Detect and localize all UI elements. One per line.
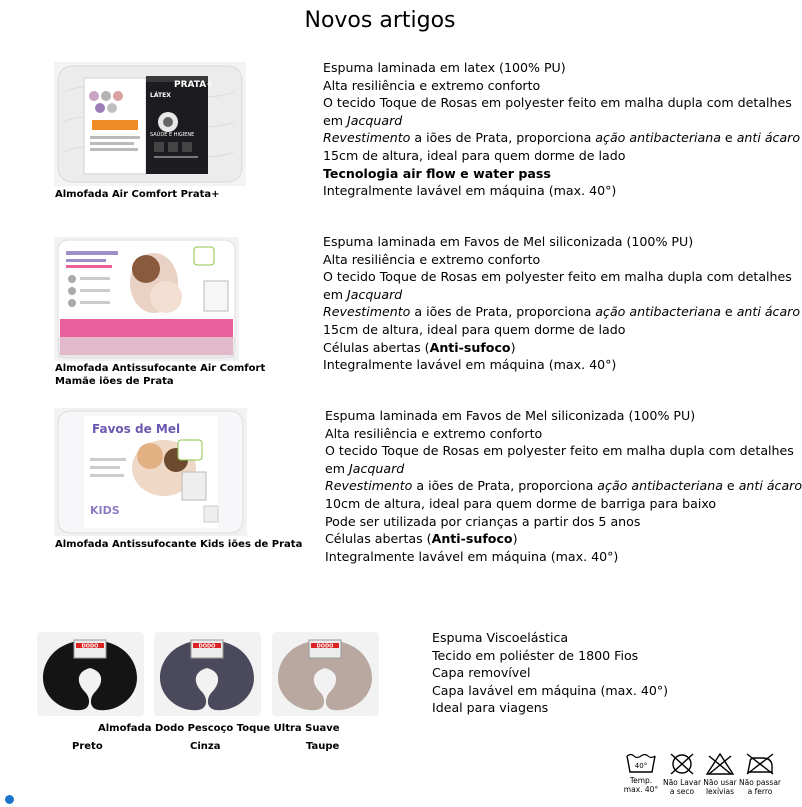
description-line (432, 699, 668, 717)
product-caption: Almofada Air Comfort Prata+ (55, 189, 220, 200)
description-text: Integralmente lavável em máquina (max. 40°) (323, 183, 617, 199)
description-line (323, 286, 800, 304)
description-line (325, 548, 802, 566)
description-text: anti ácaro (736, 130, 801, 146)
care-item: Não usar lexívias (702, 752, 738, 796)
description-text: Jacquard (347, 286, 403, 302)
product-description (323, 233, 800, 374)
description-line (323, 339, 800, 357)
description-text: Jacquard (349, 460, 405, 476)
image-latex-text: LÁTEX (150, 92, 171, 99)
wash-40-icon (625, 752, 657, 774)
description-line (325, 407, 802, 425)
product-image-kids (54, 408, 247, 536)
description-text: a iões de Prata, proporciona (412, 478, 598, 494)
neck-pillow-image (154, 632, 261, 716)
description-line (323, 94, 800, 112)
description-text: Alta resiliência e extremo conforto (325, 425, 543, 441)
description-text: a iões de Prata, proporciona (410, 304, 596, 320)
description-text: e (720, 130, 737, 146)
description-text: e (722, 478, 739, 494)
care-item: Não Lavar a seco (662, 752, 702, 796)
description-text: a iões de Prata, proporciona (410, 130, 596, 146)
svg-text:40°: 40° (634, 762, 648, 770)
neck-pillow-description (432, 629, 668, 717)
description-text: Revestimento (323, 304, 411, 320)
description-text: ação antibacteriana (595, 304, 721, 320)
description-text: Ideal para viagens (432, 700, 549, 716)
description-line (325, 460, 802, 478)
product-image-mamae (54, 237, 239, 361)
description-line (323, 182, 800, 200)
description-text: Pode ser utilizada por crianças a partir dos 5 anos (325, 513, 641, 529)
description-text: 10cm de altura, ideal para quem dorme de barriga para baixo (325, 495, 717, 511)
no-iron-icon (744, 752, 776, 776)
no-dry-clean-icon (668, 752, 696, 776)
description-text: Integralmente lavável em máquina (max. 40°) (323, 357, 617, 373)
description-line (325, 442, 802, 460)
description-line (323, 147, 800, 165)
description-text: Tecnologia air flow e water pass (323, 165, 551, 181)
description-line (323, 233, 800, 251)
description-text: O tecido Toque de Rosas em polyester feito em malha dupla com detalhes (325, 443, 794, 459)
bullet-dot (5, 795, 14, 804)
care-item: 40° Temp. max. 40° (620, 752, 662, 794)
description-text: Anti-sufoco (431, 531, 513, 547)
description-text: Espuma Viscoelástica (432, 630, 569, 645)
image-kids-text: KIDS (90, 504, 120, 517)
description-text: Células abertas ( (325, 531, 432, 547)
description-line (323, 129, 800, 147)
description-line (325, 477, 802, 495)
description-line (325, 513, 802, 531)
variant-label: Taupe (306, 741, 340, 752)
description-text: Capa removível (432, 665, 531, 681)
product-image-air-comfort (54, 62, 246, 186)
svg-text:DODO: DODO (81, 643, 99, 650)
image-favos-text: Favos de Mel (92, 422, 181, 436)
description-text: anti ácaro (738, 478, 802, 494)
image-brand-text: PRATA+ (174, 80, 214, 90)
description-text: Jacquard (347, 112, 403, 128)
description-text: Revestimento (323, 130, 411, 146)
description-text: ) (512, 531, 518, 547)
description-line (323, 59, 800, 77)
description-text: Anti-sufoco (429, 339, 511, 355)
svg-text:DODO: DODO (316, 643, 334, 650)
description-text: Revestimento (325, 478, 413, 494)
description-line (323, 356, 800, 374)
description-text: ) (510, 339, 516, 355)
variant-label: Preto (72, 741, 103, 752)
description-text: Capa lavável em máquina (max. 40°) (432, 682, 669, 698)
description-text: Espuma laminada em latex (100% PU) (323, 60, 566, 75)
product-caption: Almofada Antissufocante Air Comfort Mamãe iões de Prata (55, 363, 266, 387)
svg-text:DODO: DODO (198, 643, 216, 650)
neck-pillow-caption: Almofada Dodo Pescoço Toque Ultra Suave (98, 723, 340, 734)
page-title: Novos artigos (304, 8, 456, 33)
description-text: anti ácaro (736, 304, 801, 320)
description-text: Tecido em poliéster de 1800 Fios (432, 647, 639, 663)
description-line (325, 495, 802, 513)
description-line (325, 425, 802, 443)
description-line (323, 112, 800, 130)
description-text: ação antibacteriana (595, 130, 721, 146)
description-text: 15cm de altura, ideal para quem dorme de lado (323, 321, 626, 337)
description-text: O tecido Toque de Rosas em polyester feito em malha dupla com detalhes (323, 95, 792, 111)
no-bleach-icon (705, 752, 735, 776)
description-text: em (325, 460, 350, 476)
description-line (432, 682, 668, 700)
product-description (323, 59, 800, 200)
description-text: Espuma laminada em Favos de Mel siliconizada (100% PU) (325, 408, 696, 423)
description-text: Alta resiliência e extremo conforto (323, 77, 541, 93)
description-text: e (720, 304, 737, 320)
description-line (432, 629, 668, 647)
description-line (432, 664, 668, 682)
description-line (323, 303, 800, 321)
description-text: Células abertas ( (323, 339, 430, 355)
product-caption: Almofada Antissufocante Kids iões de Prata (55, 539, 303, 550)
neck-pillow-image (37, 632, 144, 716)
description-text: em (323, 286, 348, 302)
description-line (432, 647, 668, 665)
description-text: 15cm de altura, ideal para quem dorme de lado (323, 147, 626, 163)
description-line (323, 77, 800, 95)
description-text: Espuma laminada em Favos de Mel siliconizada (100% PU) (323, 234, 694, 249)
description-text: Integralmente lavável em máquina (max. 40°) (325, 548, 619, 564)
description-line (325, 530, 802, 548)
care-item: Não passar a ferro (738, 752, 782, 796)
description-line (323, 165, 800, 183)
variant-label: Cinza (190, 741, 221, 752)
description-line (323, 268, 800, 286)
product-description (325, 407, 802, 565)
description-text: ação antibacteriana (597, 478, 723, 494)
description-line (323, 251, 800, 269)
description-line (323, 321, 800, 339)
description-text: em (323, 112, 348, 128)
image-health-text: SAÚDE E HIGIENE (150, 132, 195, 138)
description-text: Alta resiliência e extremo conforto (323, 251, 541, 267)
neck-pillow-image (272, 632, 379, 716)
description-text: O tecido Toque de Rosas em polyester feito em malha dupla com detalhes (323, 269, 792, 285)
